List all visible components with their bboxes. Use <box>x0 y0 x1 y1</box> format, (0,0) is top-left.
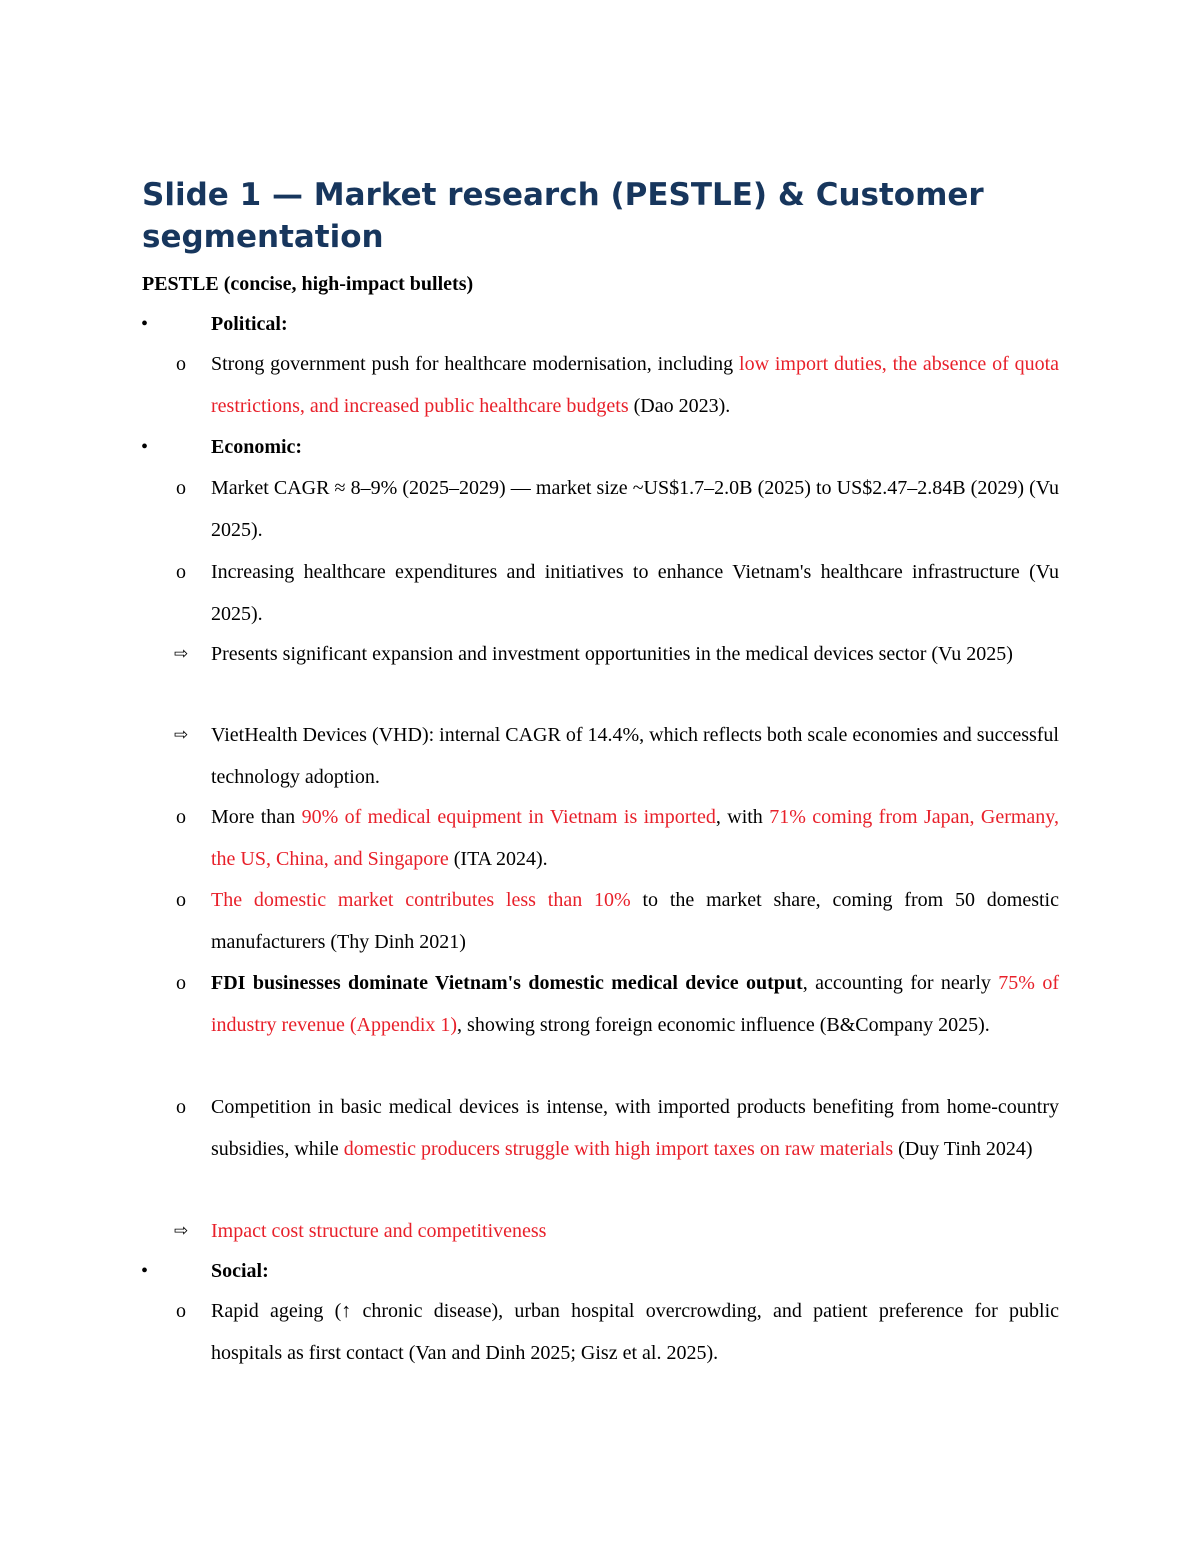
economic-title: Economic: <box>211 436 303 458</box>
economic-point-2: Increasing healthcare expenditures and initiatives to enhance Vietnam's healthcare infrastructure (Vu 2025). <box>211 561 1059 625</box>
circle-marker: o <box>176 477 186 499</box>
economic-point-5: More than 90% of medical equipment in Vietnam is imported, with 71% coming from Japan, Germany, the US, China, and Singapore (ITA 2024). <box>211 806 1060 870</box>
circle-marker: o <box>176 1096 186 1118</box>
economic-point-8: Competition in basic medical devices is intense, with imported products benefiting from home-country subsidies, while domestic producers struggle with high import taxes on raw materials (Duy Tinh 2024) <box>211 1096 1059 1160</box>
bullet-marker: • <box>141 436 149 458</box>
economic-point-4: VietHealth Devices (VHD): internal CAGR of 14.4%, which reflects both scale economies and successful technology adoption. <box>211 724 1059 788</box>
economic-point-7: FDI businesses dominate Vietnam's domestic medical device output, accounting for nearly 75% of industry revenue (Appendix 1), showing strong foreign economic influence (B&Company 2025). <box>211 972 1059 1036</box>
economic-point-3: Presents significant expansion and investment opportunities in the medical devices sector (Vu 2025) <box>211 643 1013 665</box>
circle-marker: o <box>176 889 186 911</box>
arrow-marker-icon: ⇨ <box>174 644 189 664</box>
economic-point-1: Market CAGR ≈ 8–9% (2025–2029) — market size ~US$1.7–2.0B (2025) to US$2.47–2.84B (2029) (Vu 2025). <box>211 477 1059 541</box>
social-point-1: Rapid ageing (↑ chronic disease), urban hospital overcrowding, and patient preference for public hospitals as first contact (Van and Dinh 2025; Gisz et al. 2025). <box>211 1300 1059 1364</box>
circle-marker: o <box>176 353 186 375</box>
circle-marker: o <box>176 806 186 828</box>
economic-point-9: Impact cost structure and competitiveness <box>211 1220 547 1242</box>
arrow-marker-icon: ⇨ <box>174 1221 189 1241</box>
circle-marker: o <box>176 561 186 583</box>
circle-marker: o <box>176 1300 186 1322</box>
economic-point-6: The domestic market contributes less than 10% to the market share, coming from 50 domestic manufacturers (Thy Dinh 2021) <box>211 889 1059 953</box>
social-title: Social: <box>211 1260 269 1282</box>
circle-marker: o <box>176 972 186 994</box>
bullet-marker: • <box>141 1260 149 1282</box>
political-title: Political: <box>211 313 288 335</box>
political-point-1: Strong government push for healthcare modernisation, including low import duties, the absence of quota restrictions, and increased public healthcare budgets (Dao 2023). <box>211 353 1059 417</box>
section-subheading: PESTLE (concise, high-impact bullets) <box>142 273 474 295</box>
arrow-marker-icon: ⇨ <box>174 725 189 745</box>
page-title: Slide 1 — Market research (PESTLE) & Customer segmentation <box>142 177 984 255</box>
bullet-marker: • <box>141 313 149 335</box>
